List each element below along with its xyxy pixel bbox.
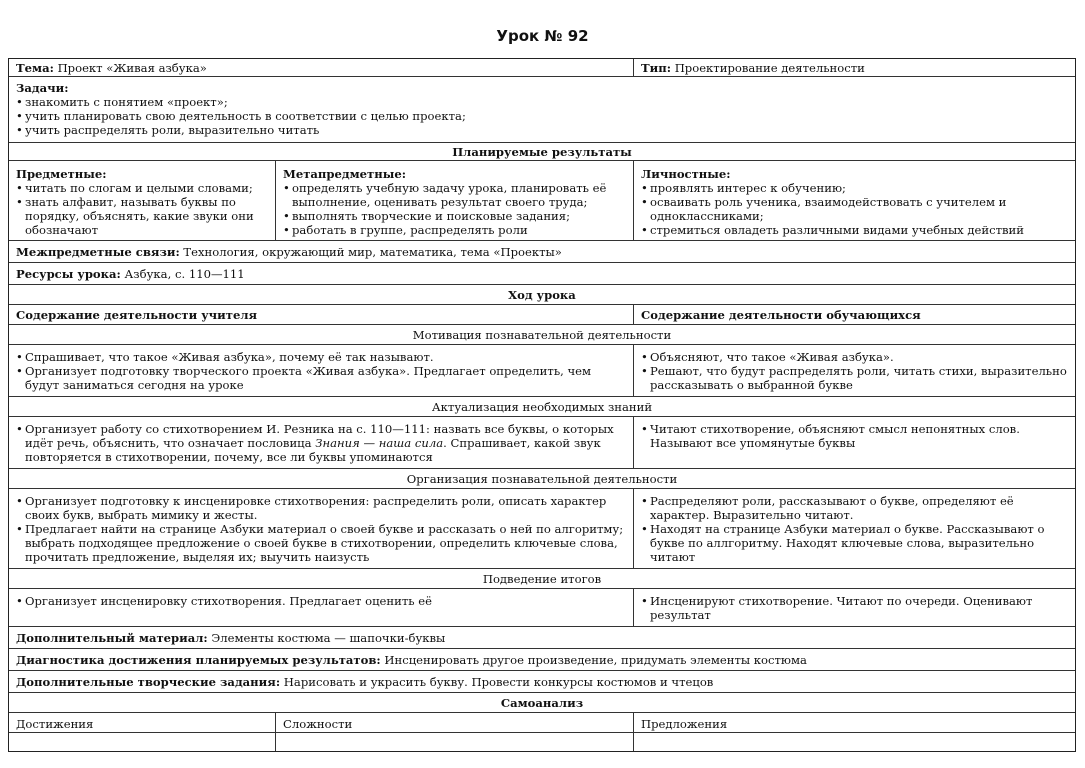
personal-results-label: Личностные:: [641, 167, 731, 181]
personal-results-cell: [633, 161, 1075, 240]
students-activity-cell: [633, 589, 1075, 626]
students-activity-cell: [633, 417, 1075, 468]
planned-row: [9, 161, 1075, 241]
list-item: • работать в группе, распределять роли: [283, 223, 626, 237]
extra-material-cell: [9, 627, 1075, 648]
list-item: [16, 422, 626, 464]
stage2-teacher-text-a: Организует работу со стихотворением И. Резника на с. 110—111: назвать все буквы, о которых идёт речь, объяснить, что означает пословица: [25, 422, 614, 450]
links-row: [9, 241, 1075, 263]
list-item: • проявлять интерес к обучению;: [641, 181, 1068, 195]
teacher-activity-cell: [9, 589, 633, 626]
stage-content-row: [9, 589, 1075, 627]
list-item: • Организует подготовку к инсценировке стихотворения: распределить роли, описать характер своих букв, выбрать мимику и жесты.: [16, 494, 626, 522]
topic-row: [9, 59, 1075, 77]
list-item: • учить планировать свою деятельность в соответствии с целью проекта;: [16, 109, 1068, 123]
list-item: • определять учебную задачу урока, планировать её выполнение, оценивать результат своего труда;: [283, 181, 626, 209]
links-label: Межпредметные связи:: [16, 245, 180, 259]
selfanalysis-heading-row: [9, 693, 1075, 713]
achievements-empty-cell: [9, 733, 275, 751]
creative-tasks-label: Дополнительные творческие задания:: [16, 675, 281, 689]
resources-label: Ресурсы урока:: [16, 267, 121, 281]
list-item: • Организует инсценировку стихотворения. Предлагает оценить её: [16, 594, 626, 608]
planned-heading-row: [9, 143, 1075, 161]
list-item: • Решают, что будут распределять роли, читать стихи, выразительно рассказывать о выбранной букве: [641, 364, 1068, 392]
creative-tasks-value: Нарисовать и украсить букву. Провести конкурсы костюмов и чтецов: [283, 675, 714, 689]
suggestions-empty-cell: [633, 733, 1075, 751]
extra-material-row: [9, 627, 1075, 649]
stage-title-row: [9, 569, 1075, 589]
students-activity-cell: [633, 345, 1075, 396]
stage-content-row: [9, 489, 1075, 569]
selfanalysis-empty-row: [9, 733, 1075, 751]
stage-title-row: [9, 325, 1075, 345]
stage-title: Организация познавательной деятельности: [406, 472, 678, 486]
stage-content-row: [9, 417, 1075, 469]
resources-row: [9, 263, 1075, 285]
selfanalysis-columns-row: [9, 713, 1075, 733]
list-item: • Предлагает найти на странице Азбуки материал о своей букве и рассказать о ней по алгоритму; выбрать подходящее предложение о своей букве в стихотворении, определить ключевые слова, прочитать предложение, выделяя их; выучить наизусть: [16, 522, 626, 564]
tasks-cell: [9, 77, 1075, 142]
meta-results-list: [283, 181, 626, 237]
extra-material-value: Элементы костюма — шапочки-буквы: [211, 631, 446, 645]
creative-tasks-row: [9, 671, 1075, 693]
list-item: • осваивать роль ученика, взаимодействовать с учителем и одноклассниками;: [641, 195, 1068, 223]
lesson-plan-table: [8, 58, 1076, 752]
list-item: • Инсценируют стихотворение. Читают по очереди. Оценивают результат: [641, 594, 1068, 622]
stage-title-row: [9, 469, 1075, 489]
teacher-activity-cell: [9, 417, 633, 468]
course-heading: Ход урока: [508, 288, 576, 302]
type-label: Тип:: [641, 61, 671, 75]
topic-label: Тема:: [16, 61, 54, 75]
resources-cell: [9, 263, 1075, 284]
selfanalysis-heading: Самоанализ: [500, 696, 584, 710]
students-column-header: Содержание деятельности обучающихся: [633, 305, 1075, 324]
type-cell: [633, 59, 1075, 76]
stage-title: Мотивация познавательной деятельности: [412, 328, 672, 342]
planned-heading: Планируемые результаты: [452, 145, 632, 159]
topic-value: Проект «Живая азбука»: [57, 61, 207, 75]
list-item: • Объясняют, что такое «Живая азбука».: [641, 350, 1068, 364]
list-item: • Находят на странице Азбуки материал о букве. Рассказывают о букве по аллгоритму. Находят ключевые слова, выразительно читают: [641, 522, 1068, 564]
meta-results-label: Метапредметные:: [283, 167, 406, 181]
course-heading-row: [9, 285, 1075, 305]
list-item: • учить распределять роли, выразительно читать: [16, 123, 1068, 137]
teacher-activity-cell: [9, 489, 633, 568]
list-item: • стремиться овладеть различными видами учебных действий: [641, 223, 1068, 237]
stage-title: Подведение итогов: [482, 572, 602, 586]
teacher-column-header: Содержание деятельности учителя: [16, 308, 258, 322]
list-item: • знать алфавит, называть буквы по порядку, объяснять, какие звуки они обозначают: [16, 195, 268, 237]
list-item: • Организует подготовку творческого проекта «Живая азбука». Предлагает определить, чем будут заниматься сегодня на уроке: [16, 364, 626, 392]
page-title: Урок № 92: [496, 27, 589, 45]
subject-results-label: Предметные:: [16, 167, 107, 181]
links-value: Технология, окружающий мир, математика, тема «Проекты»: [183, 245, 562, 259]
suggestions-column: Предложения: [633, 713, 1075, 732]
diagnostics-cell: [9, 649, 1075, 670]
teacher-activity-cell: [9, 345, 633, 396]
stage-content-row: [9, 345, 1075, 397]
topic-cell: [9, 59, 633, 76]
diagnostics-label: Диагностика достижения планируемых результатов:: [16, 653, 381, 667]
creative-tasks-cell: [9, 671, 1075, 692]
tasks-label: Задачи:: [16, 81, 69, 95]
tasks-row: [9, 77, 1075, 143]
achievements-column: Достижения: [16, 717, 94, 731]
type-value: Проектирование деятельности: [674, 61, 865, 75]
students-activity-cell: [633, 489, 1075, 568]
proverb-text: Знания — наша сила: [315, 436, 444, 450]
tasks-list: [16, 95, 1068, 137]
difficulties-column: Сложности: [275, 713, 633, 732]
links-cell: [9, 241, 1075, 262]
list-item: • знакомить с понятием «проект»;: [16, 95, 1068, 109]
difficulties-empty-cell: [275, 733, 633, 751]
subject-results-list: [16, 181, 268, 237]
diagnostics-value: Инсценировать другое произведение, придумать элементы костюма: [384, 653, 807, 667]
extra-material-label: Дополнительный материал:: [16, 631, 208, 645]
course-columns-row: [9, 305, 1075, 325]
list-item: • читать по слогам и целыми словами;: [16, 181, 268, 195]
meta-results-cell: [275, 161, 633, 240]
subject-results-cell: [9, 161, 275, 240]
stage-title-row: [9, 397, 1075, 417]
stage-title: Актуализация необходимых знаний: [431, 400, 653, 414]
stage2-teacher-text-b: . Спрашивает, какой звук повторяется в стихотворении, почему, все ли буквы упоминаются: [25, 436, 601, 464]
list-item: • выполнять творческие и поисковые задания;: [283, 209, 626, 223]
resources-value: Азбука, с. 110—111: [124, 267, 245, 281]
personal-results-list: [641, 181, 1068, 237]
diagnostics-row: [9, 649, 1075, 671]
list-item: • Читают стихотворение, объясняют смысл непонятных слов. Называют все упомянутые буквы: [641, 422, 1068, 450]
list-item: • Спрашивает, что такое «Живая азбука», почему её так называют.: [16, 350, 626, 364]
list-item: • Распределяют роли, рассказывают о букве, определяют её характер. Выразительно читают.: [641, 494, 1068, 522]
